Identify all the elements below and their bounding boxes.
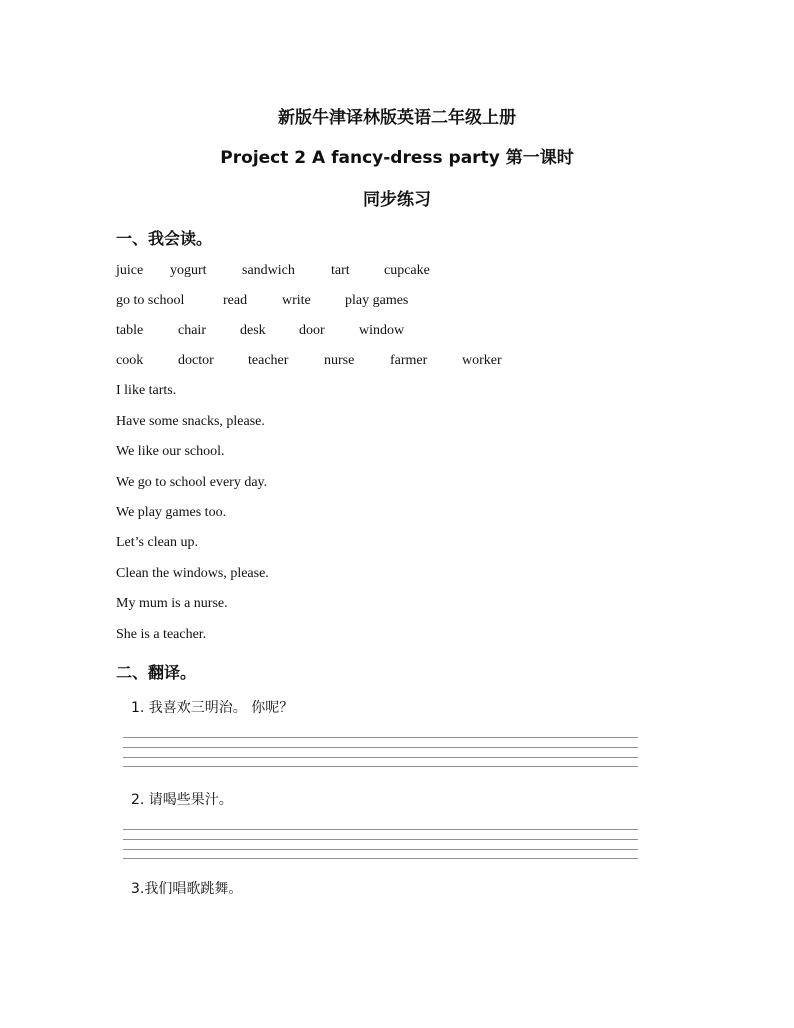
word: farmer <box>390 353 428 368</box>
answer-lines-2[interactable] <box>123 829 638 861</box>
answer-line <box>123 747 638 748</box>
reading-sentence: My mum is a nurse. <box>116 596 228 611</box>
word: window <box>359 323 405 338</box>
worksheet-type: 同步练习 <box>363 190 431 210</box>
word: nurse <box>324 353 355 368</box>
word: desk <box>240 323 266 338</box>
translation-question-3: 3.我们唱歌跳舞。 <box>131 881 243 897</box>
word: doctor <box>178 353 214 368</box>
answer-lines-1[interactable] <box>123 737 638 769</box>
answer-line <box>123 849 638 850</box>
word: worker <box>462 353 502 368</box>
reading-sentence: Let’s clean up. <box>116 535 199 550</box>
answer-line <box>123 766 638 767</box>
reading-sentence: We play games too. <box>116 505 227 520</box>
word: juice <box>116 263 144 278</box>
answer-line <box>123 737 638 738</box>
section-heading-translation: 二、翻译。 <box>116 663 197 682</box>
word: teacher <box>248 353 289 368</box>
reading-sentence: I like tarts. <box>116 383 177 398</box>
answer-line <box>123 757 638 758</box>
reading-sentence: She is a teacher. <box>116 627 207 642</box>
word: read <box>223 293 248 308</box>
translation-question-2: 2. 请喝些果汁。 <box>131 792 233 808</box>
word: door <box>299 323 325 338</box>
reading-sentence: We like our school. <box>116 444 225 459</box>
answer-line <box>123 858 638 859</box>
word: cook <box>116 353 144 368</box>
word: table <box>116 323 144 338</box>
worksheet-subtitle: Project 2 A fancy-dress party 第一课时 <box>220 148 574 168</box>
reading-sentence: We go to school every day. <box>116 475 268 490</box>
word: write <box>282 293 311 308</box>
worksheet-title: 新版牛津译林版英语二年级上册 <box>278 108 516 128</box>
word: cupcake <box>384 263 430 278</box>
word: yogurt <box>170 263 207 278</box>
answer-line <box>123 829 638 830</box>
reading-sentence: Have some snacks, please. <box>116 414 265 429</box>
word: chair <box>178 323 206 338</box>
reading-sentence: Clean the windows, please. <box>116 566 269 581</box>
word: sandwich <box>242 263 295 278</box>
word: play games <box>345 293 409 308</box>
translation-question-1: 1. 我喜欢三明治。 你呢？ <box>131 700 294 716</box>
word: go to school <box>116 293 185 308</box>
word: tart <box>331 263 350 278</box>
section-heading-reading: 一、我会读。 <box>116 229 213 248</box>
answer-line <box>123 839 638 840</box>
